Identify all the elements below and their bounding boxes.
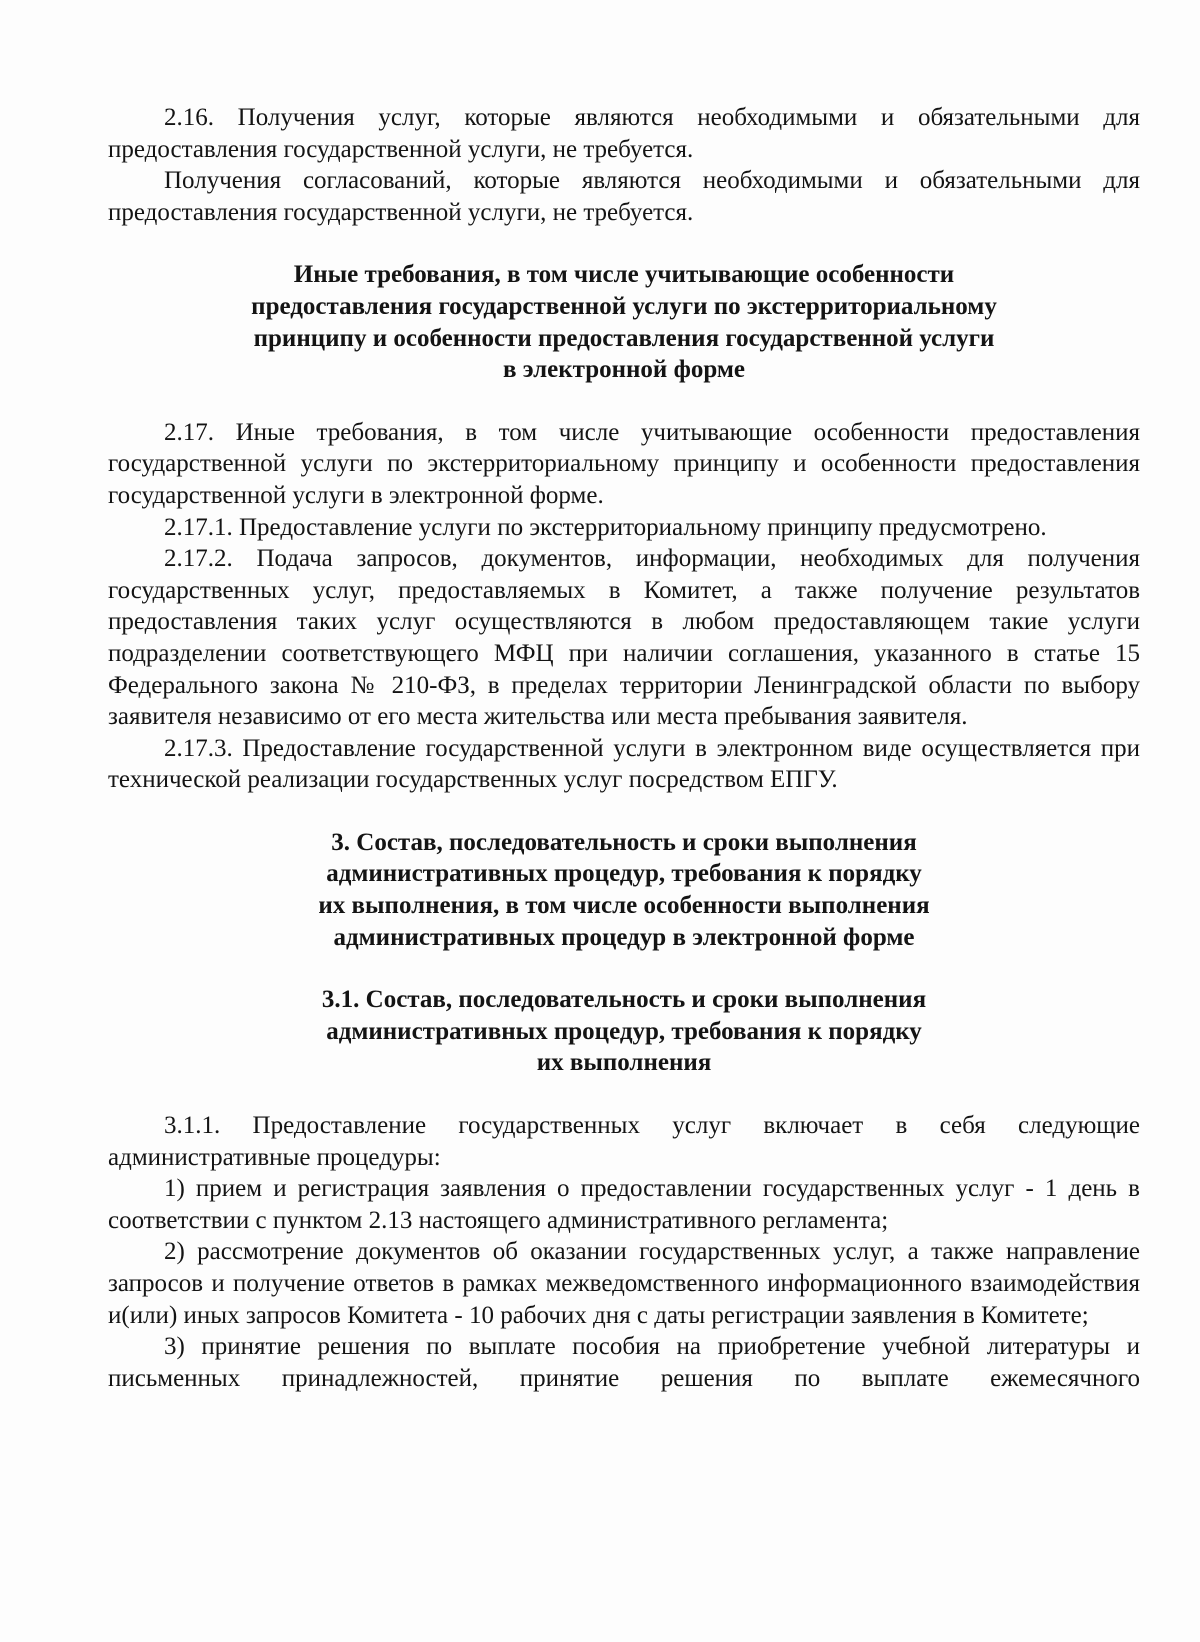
list-item-2: 2) рассмотрение документов об оказании государственных услуг, а также направление запросов и получение ответов в рамках межведомственного информационного взаимодействия и(или) иных запросов Комитета - 10 рабочих дня с даты регистрации заявления в Комитете; xyxy=(108,1238,1140,1329)
heading-line: их выполнения xyxy=(536,1049,712,1077)
paragraph-2-16: 2.16. Получения услуг, которые являются необходимыми и обязательными для предоставления государственной услуги, не требуется. xyxy=(108,104,1140,163)
heading-section-3-1 xyxy=(274,984,974,1079)
paragraph-2-17-2: 2.17.2. Подача запросов, документов, информации, необходимых для получения государственных услуг, предоставляемых в Комитет, а также получение результатов предоставления таких услуг осуществляются в любом предоставляющем такие услуги подразделении соответствующего МФЦ при наличии соглашения, указанного в статье 15 Федерального закона № 210-ФЗ, в пределах территории Ленинградской области по выбору заявителя независимо от его места жительства или места пребывания заявителя. xyxy=(108,545,1140,731)
paragraph-2-17: 2.17. Иные требования, в том числе учитывающие особенности предоставления государственной услуги по экстерриториальному принципу и особенности предоставления государственной услуги в электронной форме. xyxy=(108,418,1140,509)
heading-line: Иные требования, в том числе учитывающие особенности xyxy=(293,261,955,289)
list-item-3: 3) принятие решения по выплате пособия на приобретение учебной литературы и письменных принадлежностей, принятие решения по выплате ежемесячного xyxy=(108,1333,1140,1392)
heading-line: административных процедур в электронной форме xyxy=(333,923,915,951)
heading-other-requirements xyxy=(224,259,1024,385)
list-item-1: 1) прием и регистрация заявления о предоставлении государственных услуг - 1 день в соответствии с пунктом 2.13 настоящего административного регламента; xyxy=(108,1175,1140,1234)
paragraph-2-17-3: 2.17.3. Предоставление государственной услуги в электронном виде осуществляется при технической реализации государственных услуг посредством ЕПГУ. xyxy=(108,734,1140,794)
heading-line: предоставления государственной услуги по экстерриториальному xyxy=(251,292,997,320)
paragraph-approvals: Получения согласований, которые являются необходимыми и обязательными для предоставления государственной услуги, не требуется. xyxy=(108,167,1140,226)
heading-line: 3. Состав, последовательность и сроки выполнения xyxy=(331,828,917,856)
heading-line: административных процедур, требования к порядку xyxy=(326,860,922,888)
paragraph-3-1-1: 3.1.1. Предоставление государственных услуг включает в себя следующие административные процедуры: xyxy=(108,1112,1140,1171)
heading-line: 3.1. Состав, последовательность и сроки выполнения xyxy=(321,986,927,1014)
heading-line: их выполнения, в том числе особенности выполнения xyxy=(318,892,930,920)
heading-line: принципу и особенности предоставления государственной услуги xyxy=(253,324,995,352)
document-body xyxy=(108,102,1140,1394)
heading-section-3 xyxy=(274,827,974,953)
heading-line: административных процедур, требования к порядку xyxy=(326,1017,922,1045)
heading-line: в электронной форме xyxy=(502,356,746,384)
paragraph-2-17-1: 2.17.1. Предоставление услуги по экстерриториальному принципу предусмотрено. xyxy=(164,513,1047,541)
